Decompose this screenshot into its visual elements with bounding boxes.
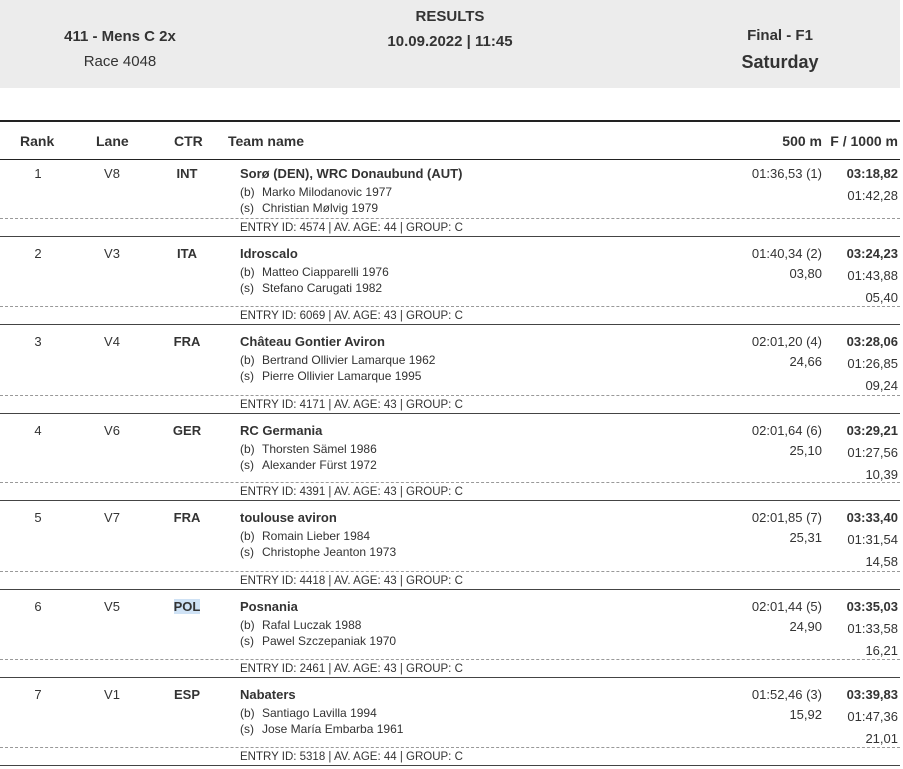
crew-role: (b) <box>240 618 255 632</box>
row-divider <box>0 306 900 307</box>
entry-info: ENTRY ID: 4171 | AV. AGE: 43 | GROUP: C <box>240 399 463 411</box>
crew-name: Rafal Luczak <box>262 618 332 632</box>
crew-role: (s) <box>240 201 254 215</box>
team-name: Nabaters <box>240 687 296 702</box>
final-time: 03:24,23 <box>846 246 898 261</box>
race-datetime: 10.09.2022 | 11:45 <box>387 33 513 50</box>
crew-year: 1995 <box>394 369 422 383</box>
crew-name: Christophe Jeanton <box>262 545 367 559</box>
final-time: 03:29,21 <box>846 423 898 438</box>
crew-role: (s) <box>240 545 254 559</box>
diff-final: 09,24 <box>865 378 898 393</box>
split-1000m: 01:31,54 <box>847 532 898 547</box>
split-1000m: 01:43,88 <box>847 268 898 283</box>
crew-year: 1982 <box>355 281 383 295</box>
country-code <box>150 166 224 181</box>
crew-year: 1970 <box>369 634 397 648</box>
team-name: toulouse aviron <box>240 510 337 525</box>
crew-year: 1994 <box>350 706 377 720</box>
row-divider <box>0 659 900 660</box>
race-number: Race 4048 <box>83 53 157 70</box>
table-row <box>0 325 900 414</box>
crew-name: Pierre Ollivier Lamarque <box>262 369 392 383</box>
split-500m: 01:36,53 (1) <box>751 166 822 181</box>
crew-year: 1986 <box>350 442 377 456</box>
entry-info: ENTRY ID: 4391 | AV. AGE: 43 | GROUP: C <box>240 486 463 498</box>
row-divider <box>0 395 900 396</box>
entry-info: ENTRY ID: 4574 | AV. AGE: 44 | GROUP: C <box>240 222 463 234</box>
country-code <box>150 510 224 525</box>
crew-member <box>240 545 396 559</box>
diff-500m: 03,80 <box>789 266 822 281</box>
country-code-text: GER <box>172 423 202 438</box>
row-divider <box>0 571 900 572</box>
rank-cell: 2 <box>34 246 42 261</box>
table-row <box>0 157 900 237</box>
country-code <box>150 246 224 261</box>
split-1000m: 01:27,56 <box>847 445 898 460</box>
team-name: Sorø (DEN), WRC Donaubund (AUT) <box>240 166 463 181</box>
col-rank: Rank <box>20 133 55 149</box>
crew-role: (b) <box>240 529 255 543</box>
diff-500m: 24,90 <box>789 619 822 634</box>
crew-name: Pawel Szczepaniak <box>262 634 367 648</box>
crew-year: 1961 <box>376 722 404 736</box>
crew-member <box>240 185 392 199</box>
diff-final: 14,58 <box>865 554 898 569</box>
crew-name: Thorsten Sämel <box>262 442 347 456</box>
final-time: 03:35,03 <box>846 599 898 614</box>
crew-role: (b) <box>240 706 255 720</box>
diff-500m: 15,92 <box>789 707 822 722</box>
crew-member <box>240 706 377 720</box>
entry-info: ENTRY ID: 4418 | AV. AGE: 43 | GROUP: C <box>240 575 463 587</box>
crew-member <box>240 281 382 295</box>
team-name: Idroscalo <box>240 246 298 261</box>
crew-year: 1972 <box>350 458 377 472</box>
results-header <box>0 0 900 88</box>
diff-final: 05,40 <box>865 290 898 305</box>
crew-role: (b) <box>240 185 255 199</box>
final-time: 03:18,82 <box>846 166 898 181</box>
country-code <box>150 423 224 438</box>
crew-member <box>240 442 377 456</box>
crew-member <box>240 529 370 543</box>
crew-name: Bertrand Ollivier Lamarque <box>262 353 406 367</box>
split-500m: 02:01,85 (7) <box>751 510 822 525</box>
country-code-text: POL <box>173 599 201 614</box>
entry-info: ENTRY ID: 5318 | AV. AGE: 44 | GROUP: C <box>240 751 463 763</box>
split-1000m: 01:47,36 <box>847 709 898 724</box>
diff-500m: 25,10 <box>789 443 822 458</box>
diff-500m: 24,66 <box>789 354 822 369</box>
event-name: 411 - Mens C 2x <box>64 28 176 45</box>
crew-member <box>240 618 361 632</box>
lane-cell: V6 <box>104 423 120 438</box>
country-code-text: FRA <box>173 334 201 349</box>
col-ctr: CTR <box>174 133 203 149</box>
split-1000m: 01:42,28 <box>847 188 898 203</box>
crew-member <box>240 634 396 648</box>
country-code <box>150 687 224 702</box>
split-500m: 02:01,20 (4) <box>751 334 822 349</box>
crew-year: 1973 <box>369 545 397 559</box>
table-row <box>0 590 900 678</box>
country-code <box>150 599 224 614</box>
crew-role: (s) <box>240 722 254 736</box>
crew-role: (s) <box>240 281 254 295</box>
diff-final: 16,21 <box>865 643 898 658</box>
final-time: 03:39,83 <box>846 687 898 702</box>
col-1000m: F / 1000 m <box>830 133 898 149</box>
split-1000m: 01:26,85 <box>847 356 898 371</box>
crew-name: Christian Mølvig <box>262 201 349 215</box>
entry-info: ENTRY ID: 2461 | AV. AGE: 43 | GROUP: C <box>240 663 463 675</box>
crew-year: 1979 <box>351 201 379 215</box>
crew-member <box>240 353 435 367</box>
rank-cell: 5 <box>34 510 42 525</box>
final-time: 03:33,40 <box>846 510 898 525</box>
crew-member <box>240 265 389 279</box>
country-code-text: INT <box>176 166 198 181</box>
crew-year: 1984 <box>343 529 371 543</box>
entry-info: ENTRY ID: 6069 | AV. AGE: 43 | GROUP: C <box>240 310 463 322</box>
split-500m: 02:01,44 (5) <box>751 599 822 614</box>
crew-role: (s) <box>240 634 254 648</box>
table-row <box>0 414 900 501</box>
table-row <box>0 237 900 325</box>
row-separator <box>0 765 900 766</box>
crew-name: Jose María Embarba <box>262 722 374 736</box>
team-name: Château Gontier Aviron <box>240 334 385 349</box>
crew-role: (s) <box>240 458 254 472</box>
col-500m: 500 m <box>782 133 822 149</box>
rank-cell: 6 <box>34 599 42 614</box>
page-title: RESULTS <box>415 8 485 25</box>
crew-year: 1962 <box>408 353 436 367</box>
crew-name: Matteo Ciapparelli <box>262 265 359 279</box>
row-divider <box>0 482 900 483</box>
row-divider <box>0 218 900 219</box>
split-500m: 01:52,46 (3) <box>751 687 822 702</box>
crew-member <box>240 722 403 736</box>
col-team: Team name <box>228 133 304 149</box>
crew-name: Romain Lieber <box>262 529 341 543</box>
race-day: Saturday <box>741 52 819 72</box>
lane-cell: V1 <box>104 687 120 702</box>
crew-role: (s) <box>240 369 254 383</box>
crew-name: Stefano Carugati <box>262 281 353 295</box>
team-name: RC Germania <box>240 423 323 438</box>
rank-cell: 4 <box>34 423 42 438</box>
crew-name: Santiago Lavilla <box>262 706 347 720</box>
crew-year: 1976 <box>362 265 389 279</box>
lane-cell: V4 <box>104 334 120 349</box>
rank-cell: 3 <box>34 334 42 349</box>
crew-year: 1977 <box>365 185 393 199</box>
country-code-text: ITA <box>177 246 197 261</box>
split-1000m: 01:33,58 <box>847 621 898 636</box>
rank-cell: 7 <box>34 687 42 702</box>
crew-member <box>240 201 378 215</box>
team-name: Posnania <box>240 599 298 614</box>
rank-cell: 1 <box>34 166 42 181</box>
crew-role: (b) <box>240 353 255 367</box>
diff-500m: 25,31 <box>789 530 822 545</box>
crew-name: Alexander Fürst <box>262 458 347 472</box>
crew-member <box>240 458 377 472</box>
col-lane: Lane <box>96 133 129 149</box>
diff-final: 21,01 <box>865 731 898 746</box>
row-divider <box>0 747 900 748</box>
crew-year: 1988 <box>334 618 362 632</box>
split-500m: 02:01,64 (6) <box>751 423 822 438</box>
split-500m: 01:40,34 (2) <box>751 246 822 261</box>
table-header <box>0 120 900 160</box>
crew-member <box>240 369 421 383</box>
country-code <box>150 334 224 349</box>
final-time: 03:28,06 <box>846 334 898 349</box>
lane-cell: V3 <box>104 246 120 261</box>
lane-cell: V7 <box>104 510 120 525</box>
table-row <box>0 678 900 766</box>
country-code-text: FRA <box>173 510 201 525</box>
race-phase: Final - F1 <box>747 27 813 44</box>
crew-role: (b) <box>240 442 255 456</box>
crew-name: Marko Milodanovic <box>262 185 363 199</box>
diff-final: 10,39 <box>865 467 898 482</box>
lane-cell: V8 <box>104 166 120 181</box>
crew-role: (b) <box>240 265 255 279</box>
table-row <box>0 501 900 590</box>
lane-cell: V5 <box>104 599 120 614</box>
country-code-text: ESP <box>173 687 200 702</box>
